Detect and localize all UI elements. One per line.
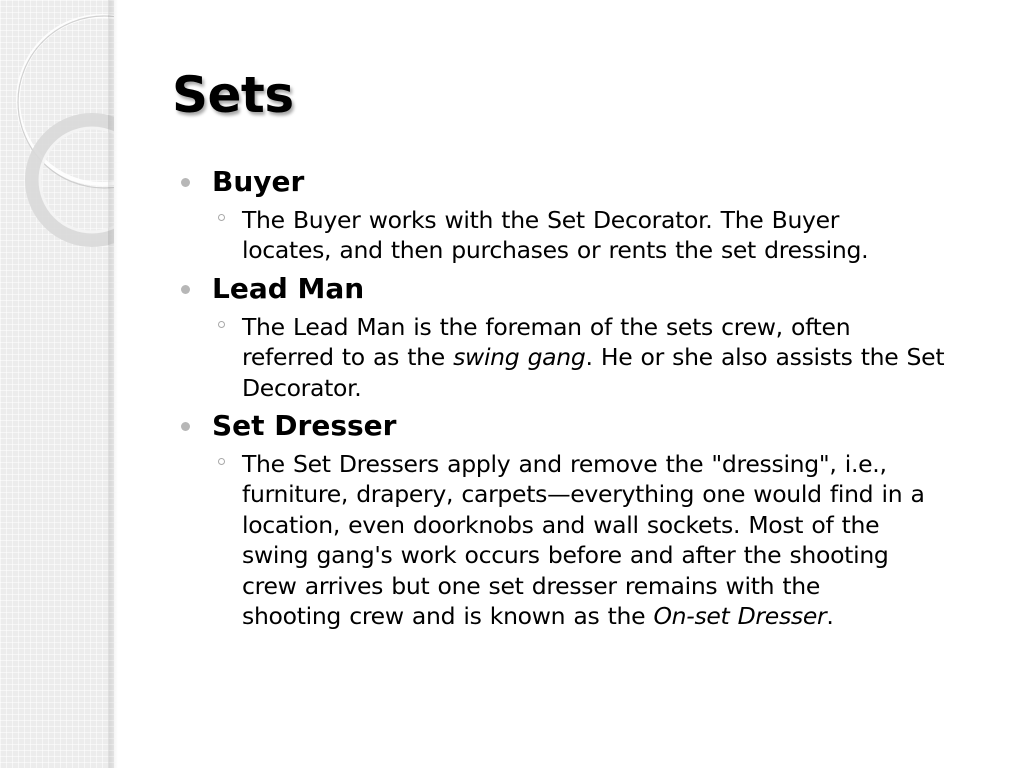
slide-title: Sets bbox=[172, 66, 294, 124]
role-term-label: Lead Man bbox=[212, 271, 365, 305]
description-line: Decorator. bbox=[242, 373, 362, 402]
filled-bullet-icon bbox=[181, 422, 190, 431]
description-text: . bbox=[826, 602, 834, 631]
description-text: shooting crew and is known as the bbox=[242, 602, 654, 631]
description-line: The Buyer works with the Set Decorator. The Buyer bbox=[242, 206, 840, 234]
role-item-set-dresser bbox=[178, 407, 1008, 631]
hollow-bullet-icon bbox=[218, 458, 225, 465]
italic-term: On-set Dresser bbox=[653, 602, 827, 631]
description-line: swing gang's work occurs before and after the shooting bbox=[242, 541, 889, 570]
side-panel-shadow bbox=[108, 0, 118, 768]
slide-content bbox=[178, 163, 1008, 635]
filled-bullet-icon bbox=[181, 178, 190, 187]
filled-bullet-icon bbox=[181, 285, 190, 294]
role-item-buyer bbox=[178, 163, 1008, 266]
decorative-side-panel bbox=[0, 0, 114, 768]
role-term-label: Set Dresser bbox=[212, 409, 397, 443]
italic-term: swing gang bbox=[453, 343, 586, 372]
role-description bbox=[242, 312, 1002, 403]
description-line: locates, and then purchases or rents the set dressing. bbox=[242, 236, 869, 265]
hollow-bullet-icon bbox=[218, 321, 225, 328]
description-text: referred to as the bbox=[242, 343, 454, 372]
role-description bbox=[242, 449, 1002, 631]
role-term bbox=[178, 407, 1008, 445]
description-line: location, even doorknobs and wall sockets. Most of the bbox=[242, 510, 880, 539]
description-line: furniture, drapery, carpets—everything one would find in a bbox=[242, 480, 925, 509]
description-line bbox=[242, 601, 1002, 631]
decorative-rings bbox=[0, 0, 114, 300]
role-item-lead-man bbox=[178, 270, 1008, 403]
role-term bbox=[178, 270, 1008, 308]
description-line: crew arrives but one set dresser remains with the bbox=[242, 571, 821, 600]
description-line: The Lead Man is the foreman of the sets crew, often bbox=[242, 312, 851, 341]
role-term bbox=[178, 163, 1008, 201]
description-line: The Set Dressers apply and remove the "dressing", i.e., bbox=[242, 450, 887, 479]
description-text: . He or she also assists the Set bbox=[585, 343, 945, 372]
role-term-label: Buyer bbox=[212, 165, 305, 198]
hollow-bullet-icon bbox=[218, 214, 225, 221]
role-description bbox=[242, 205, 1002, 266]
description-line bbox=[242, 342, 1002, 372]
